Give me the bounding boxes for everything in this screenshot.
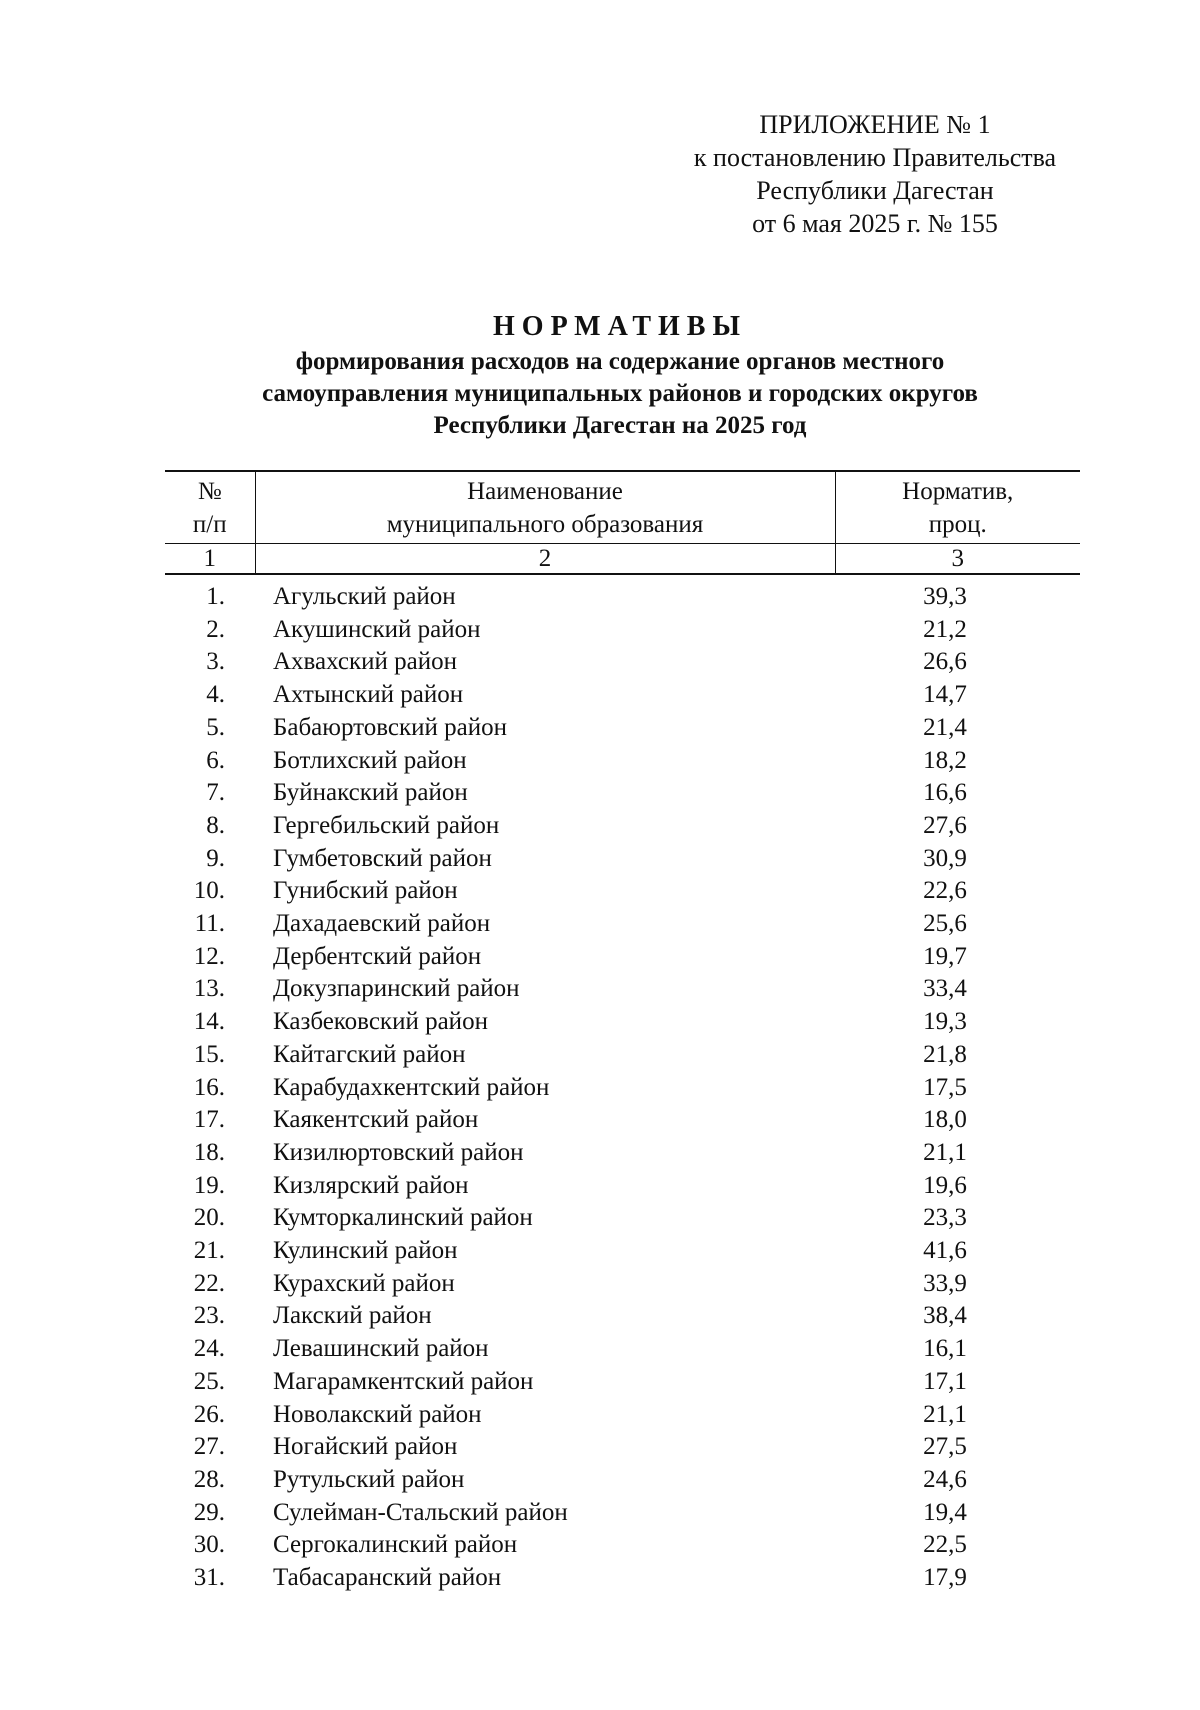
subtitle-line-1: формирования расходов на содержание органов местного [295,348,945,375]
table-row [165,973,1080,1006]
table-row [165,1006,1080,1039]
norm-value: 33,4 [923,975,967,1003]
municipality-name: Бабаюртовский район [273,713,507,741]
table-row [165,1137,1080,1170]
municipality-name: Докузпаринский район [273,975,520,1003]
table-row [165,777,1080,810]
subtitle-line-3: Республики Дагестан на 2025 год [433,412,807,439]
municipality-name: Ботлихский район [273,746,467,774]
norm-value: 22,6 [923,877,967,905]
municipality-name: Табасаранский район [273,1564,502,1592]
norm-value: 21,2 [923,615,967,643]
table-row [165,810,1080,843]
table-row [165,1104,1080,1137]
header-norm-line-1: Норматив, [902,478,1014,505]
municipality-name: Буйнакский район [273,779,468,807]
norm-value: 22,5 [923,1531,967,1559]
municipality-name: Кумторкалинский район [273,1204,533,1232]
row-number: 23. [193,1302,225,1330]
row-number: 9. [206,844,225,872]
municipality-name: Курахский район [273,1269,455,1297]
norm-value: 18,2 [923,746,967,774]
municipality-name: Гумбетовский район [273,844,492,872]
row-number: 14. [193,1008,225,1036]
table-row [165,1235,1080,1268]
table-row [165,1268,1080,1301]
municipality-name: Гунибский район [273,877,458,905]
table-row [165,1072,1080,1105]
table-row [165,745,1080,778]
row-number: 20. [193,1204,225,1232]
municipality-name: Агульский район [273,583,456,610]
norm-value: 27,5 [923,1433,967,1461]
row-number: 26. [193,1400,225,1428]
municipality-name: Каякентский район [273,1106,479,1134]
table-row [165,1562,1080,1595]
row-number: 17. [193,1106,225,1134]
header-number [165,471,255,544]
table-row [165,1039,1080,1072]
municipality-name: Гергебильский район [273,811,500,839]
norm-value: 19,6 [923,1171,967,1199]
norm-value: 16,1 [923,1335,967,1363]
norm-value: 19,7 [923,942,967,970]
row-number: 16. [193,1073,225,1101]
appendix-authority: Республики Дагестан [756,176,994,205]
header-name-line-2: муниципального образования [386,511,704,538]
row-number: 30. [193,1531,225,1559]
norm-value: 19,4 [923,1498,967,1526]
row-number: 28. [193,1465,225,1493]
row-number: 21. [193,1237,225,1265]
table-row [165,875,1080,908]
norm-value: 17,1 [923,1367,967,1395]
municipality-name: Сергокалинский район [273,1531,518,1559]
header-norm [835,471,1080,544]
municipality-name: Новолакский район [273,1400,482,1428]
municipality-name: Магарамкентский район [273,1367,534,1395]
table-row [165,941,1080,974]
column-number-2: 2 [255,544,835,575]
row-number: 3. [206,648,225,676]
table-row [165,646,1080,679]
municipality-name: Рутульский район [273,1465,465,1493]
table-row [165,1333,1080,1366]
municipality-name: Акушинский район [273,615,481,643]
norm-value: 21,8 [923,1040,967,1068]
row-number: 6. [206,746,225,774]
table-row [165,1399,1080,1432]
header-number-line-1: № [197,478,222,505]
municipality-name: Кулинский район [273,1237,458,1265]
column-number-3: 3 [835,544,1080,575]
municipality-name: Кайтагский район [273,1040,466,1068]
municipality-name: Дахадаевский район [273,910,491,938]
municipality-name: Лакский район [273,1302,432,1330]
norm-value: 24,6 [923,1465,967,1493]
appendix-date: от 6 мая 2025 г. № 155 [752,209,998,238]
subtitle-line-2: самоуправления муниципальных районов и городских округов [262,380,978,407]
norms-table [165,470,1080,1595]
norm-value: 30,9 [923,844,967,872]
row-number: 1. [206,583,225,610]
appendix-header [640,108,1110,240]
municipality-name: Кизлярский район [273,1171,469,1199]
table-row [165,1431,1080,1464]
norm-value: 25,6 [923,910,967,938]
row-number: 2. [206,615,225,643]
table-row [165,1300,1080,1333]
table-row [165,1529,1080,1562]
table-row [165,843,1080,876]
row-number: 22. [193,1269,225,1297]
row-number: 27. [193,1433,225,1461]
norm-value: 14,7 [923,681,967,709]
title-main: НОРМАТИВЫ [493,311,747,342]
table-row [165,574,1080,614]
row-number: 25. [193,1367,225,1395]
municipality-name: Ахтынский район [273,681,464,709]
norm-value: 27,6 [923,811,967,839]
table-body [165,574,1080,1595]
norm-value: 17,9 [923,1564,967,1592]
norm-value: 21,1 [923,1400,967,1428]
municipality-name: Казбековский район [273,1008,488,1036]
norm-value: 23,3 [923,1204,967,1232]
table-row [165,1366,1080,1399]
norm-value: 16,6 [923,779,967,807]
table-row [165,1170,1080,1203]
table-row [165,1497,1080,1530]
municipality-name: Сулейман-Стальский район [273,1498,568,1526]
table-row [165,679,1080,712]
row-number: 8. [206,811,225,839]
norm-value: 19,3 [923,1008,967,1036]
row-number: 18. [193,1138,225,1166]
row-number: 5. [206,713,225,741]
norm-value: 38,4 [923,1302,967,1330]
header-name-line-1: Наименование [467,478,623,505]
table-row [165,1202,1080,1235]
row-number: 31. [193,1564,225,1592]
norm-value: 33,9 [923,1269,967,1297]
document-title [150,308,1090,442]
municipality-name: Карабудахкентский район [273,1073,550,1101]
norm-value: 21,4 [923,713,967,741]
table-row [165,712,1080,745]
row-number: 11. [194,910,225,938]
header-name [255,471,835,544]
norm-value: 26,6 [923,648,967,676]
header-number-line-2: п/п [192,511,227,538]
municipality-name: Левашинский район [273,1335,489,1363]
norm-value: 21,1 [923,1138,967,1166]
norm-value: 18,0 [923,1106,967,1134]
appendix-title: ПРИЛОЖЕНИЕ № 1 [759,110,991,139]
header-norm-line-2: проц. [928,511,987,538]
row-number: 19. [193,1171,225,1199]
row-number: 7. [206,779,225,807]
row-number: 29. [193,1498,225,1526]
row-number: 4. [206,681,225,709]
column-number-1: 1 [165,544,255,575]
table-row [165,908,1080,941]
table-header [165,471,1080,574]
row-number: 24. [193,1335,225,1363]
norm-value: 41,6 [923,1237,967,1265]
row-number: 10. [193,877,225,905]
norm-value: 39,3 [923,583,967,610]
municipality-name: Кизилюртовский район [273,1138,524,1166]
norm-value: 17,5 [923,1073,967,1101]
row-number: 15. [193,1040,225,1068]
title-subtitle [150,346,1090,442]
municipality-name: Ногайский район [273,1433,458,1461]
table-row [165,1464,1080,1497]
municipality-name: Ахвахский район [273,648,458,676]
table-row [165,614,1080,647]
municipality-name: Дербентский район [273,942,482,970]
row-number: 13. [193,975,225,1003]
row-number: 12. [193,942,225,970]
appendix-reference: к постановлению Правительства [693,143,1057,172]
